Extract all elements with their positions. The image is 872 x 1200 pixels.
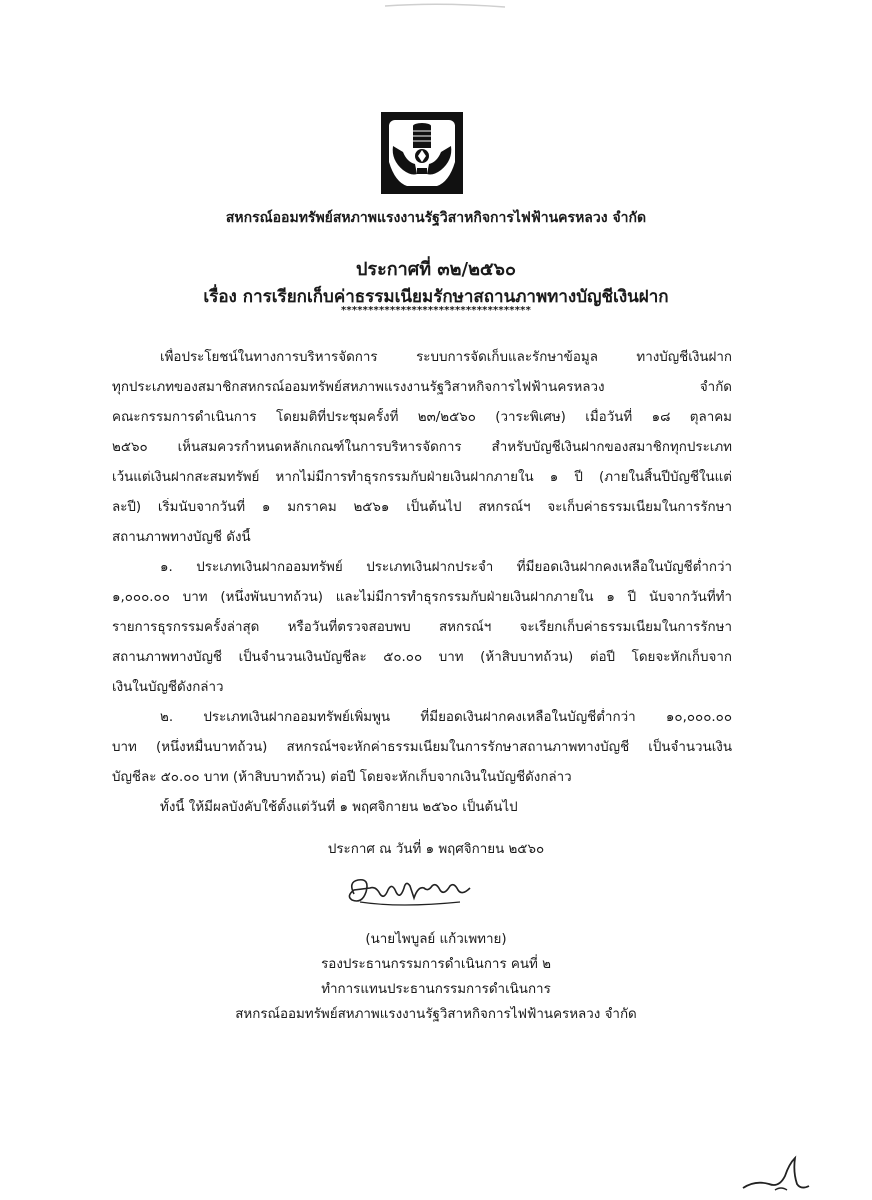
- signer-organization: สหกรณ์ออมทรัพย์สหภาพแรงงานรัฐวิสาหกิจการไฟฟ้านครหลวง จำกัด: [235, 1007, 637, 1022]
- signature-image: [340, 872, 490, 912]
- body-line: บัญชีละ ๕๐.๐๐ บาท (ห้าสิบบาทถ้วน) ต่อปี โดยจะหักเก็บจากเงินในบัญชีดังกล่าว: [112, 770, 572, 785]
- notice-title: ประกาศที่ ๓๒/๒๕๖๐: [356, 259, 516, 280]
- notice-subject: เรื่อง การเรียกเก็บค่าธรรมเนียมรักษาสถานภาพทางบัญชีเงินฝาก: [203, 287, 669, 307]
- body-line: ทุกประเภทของสมาชิกสหกรณ์ออมทรัพย์สหภาพแรงงานรัฐวิสาหกิจการไฟฟ้านครหลวง จำกัด: [112, 380, 732, 395]
- scan-mark: [380, 0, 510, 10]
- body-line: ๒. ประเภทเงินฝากออมทรัพย์เพิ่มพูน ที่มียอดเงินฝากคงเหลือในบัญชีต่ำกว่า ๑๐,๐๐๐.๐๐: [160, 710, 732, 725]
- signer-position: รองประธานกรรมการดำเนินการ คนที่ ๒: [321, 957, 551, 972]
- body-line: ๑. ประเภทเงินฝากออมทรัพย์ ประเภทเงินฝากประจำ ที่มียอดเงินฝากคงเหลือในบัญชีต่ำกว่า: [160, 560, 732, 575]
- body-line: ละปี) เริ่มนับจากวันที่ ๑ มกราคม ๒๕๖๑ เป็นต้นไป สหกรณ์ฯ จะเก็บค่าธรรมเนียมในการรักษา: [112, 500, 732, 515]
- body-line: เพื่อประโยชน์ในทางการบริหารจัดการ ระบบการจัดเก็บและรักษาข้อมูล ทางบัญชีเงินฝาก: [160, 350, 732, 365]
- issued-date: ประกาศ ณ วันที่ ๑ พฤศจิกายน ๒๕๖๐: [327, 842, 545, 857]
- body-line: คณะกรรมการดำเนินการ โดยมติที่ประชุมครั้งที่ ๒๓/๒๕๖๐ (วาระพิเศษ) เมื่อวันที่ ๑๘ ตุลาคม: [112, 410, 732, 425]
- body-line: สถานภาพทางบัญชี เป็นจำนวนเงินบัญชีละ ๕๐.๐๐ บาท (ห้าสิบบาทถ้วน) ต่อปี โดยจะหักเก็บจาก: [112, 650, 732, 665]
- body-line: เงินในบัญชีดังกล่าว: [112, 680, 224, 695]
- body-line: รายการธุรกรรมครั้งล่าสุด หรือวันที่ตรวจสอบพบ สหกรณ์ฯ จะเรียกเก็บค่าธรรมเนียมในการรักษา: [112, 620, 732, 635]
- body-line: บาท (หนึ่งหมื่นบาทถ้วน) สหกรณ์ฯจะหักค่าธรรมเนียมในการรักษาสถานภาพทางบัญชี เป็นจำนวนเงิน: [112, 740, 732, 755]
- body-line: ๑,๐๐๐.๐๐ บาท (หนึ่งพันบาทถ้วน) และไม่มีการทำธุรกรรมกับฝ่ายเงินฝากภายใน ๑ ปี นับจากวันที่ทำ: [112, 590, 732, 605]
- initials-mark: [735, 1150, 815, 1195]
- body-line: ทั้งนี้ ให้มีผลบังคับใช้ตั้งแต่วันที่ ๑ พฤศจิกายน ๒๕๖๐ เป็นต้นไป: [160, 800, 518, 815]
- body-line: เว้นแต่เงินฝากสะสมทรัพย์ หากไม่มีการทำธุรกรรมกับฝ่ายเงินฝากภายใน ๑ ปี (ภายในสิ้นปีบัญชีในแต่: [112, 470, 732, 485]
- title-separator: ***********************************: [340, 305, 532, 316]
- organization-header: สหกรณ์ออมทรัพย์สหภาพแรงงานรัฐวิสาหกิจการไฟฟ้านครหลวง จำกัด: [225, 210, 647, 226]
- signer-acting-role: ทำการแทนประธานกรรมการดำเนินการ: [321, 982, 551, 997]
- signer-name: (นายไพบูลย์ แก้วเพทาย): [365, 932, 507, 947]
- cooperative-logo-icon: [381, 112, 463, 194]
- body-line: ๒๕๖๐ เห็นสมควรกำหนดหลักเกณฑ์ในการบริหารจัดการ สำหรับบัญชีเงินฝากของสมาชิกทุกประเภท: [112, 440, 732, 455]
- body-line: สถานภาพทางบัญชี ดังนี้: [112, 530, 251, 545]
